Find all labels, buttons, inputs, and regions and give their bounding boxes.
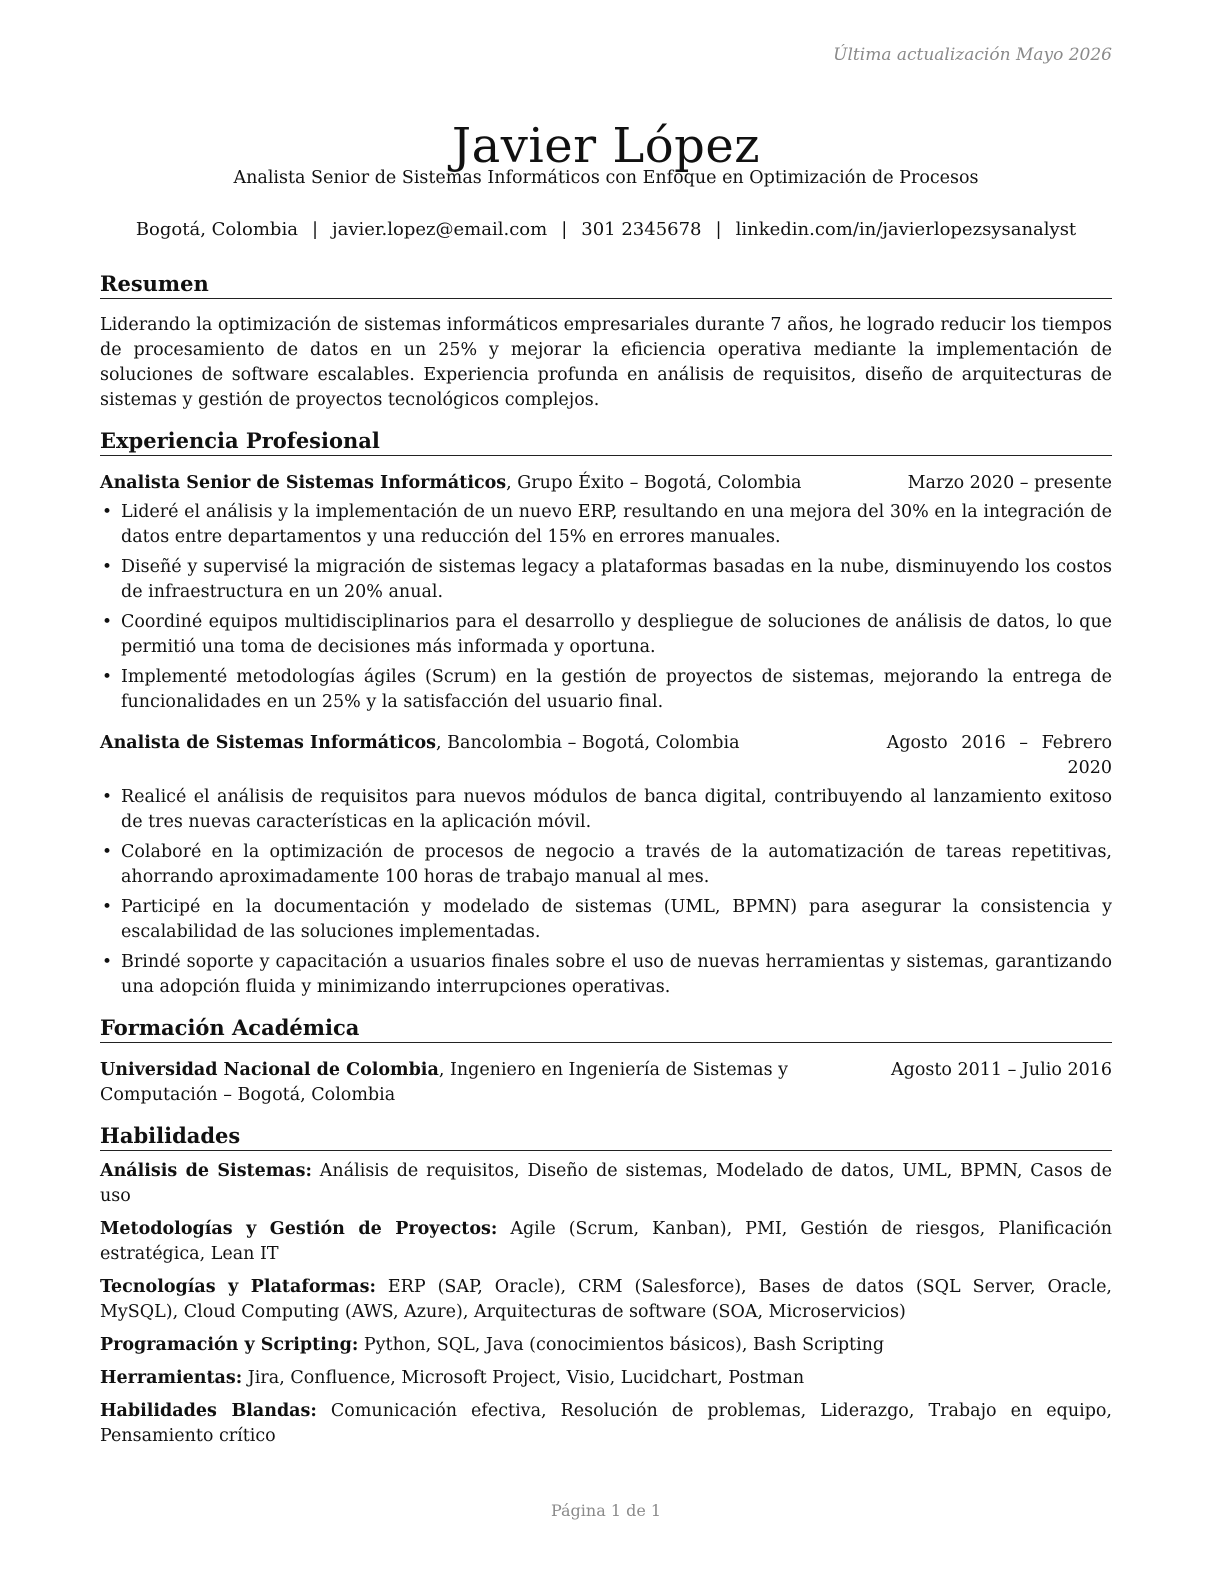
section-title-skills: Habilidades [100,1122,1112,1151]
resume-body [100,270,1112,1449]
list-item [100,785,1112,835]
skill-value: Jira, Confluence, Microsoft Project, Visio, Lucidchart, Postman [242,1368,805,1388]
job-company: , Grupo Éxito – Bogotá, Colombia [506,473,802,493]
job-header [100,731,1112,781]
list-item [100,610,1112,660]
bullet-text: Brindé soporte y capacitación a usuarios finales sobre el uso de nuevas herramientas y sistemas, garantizando una adopción fluida y minimizando interrupciones operativas. [121,952,1112,997]
summary-text: Liderando la optimización de sistemas informáticos empresariales durante 7 años, he logrado reducir los tiempos de procesamiento de datos en un 25% y mejorar la eficiencia operativa mediante la implementación de soluciones de software escalables. Experiencia profunda en análisis de requisitos, diseño de arquitecturas de sistemas y gestión de proyectos tecnológicos complejos. [100,315,1112,410]
skill-row [100,1333,1112,1358]
skill-value: Agile (Scrum, Kanban), PMI, Gestión de riesgos, Planificación estratégica, Lean IT [100,1219,1112,1264]
job-role: Analista Senior de Sistemas Informáticos [100,473,507,493]
experience-section [100,427,1112,1000]
skills-list [100,1159,1112,1449]
bullet-icon: • [102,557,113,577]
education-detail: , Ingeniero en Ingeniería de Sistemas y Computación – Bogotá, Colombia [100,1060,789,1105]
job-dates: Marzo 2020 – presente [907,473,1112,493]
job-entry [100,471,1112,715]
education-entry [100,1058,1112,1108]
skill-value: Comunicación efectiva, Resolución de problemas, Liderazgo, Trabajo en equipo, Pensamiento crítico [100,1401,1112,1446]
list-item [100,840,1112,890]
bullet-icon: • [102,897,113,917]
job-role: Analista de Sistemas Informáticos [100,733,437,753]
candidate-name: Javier López [451,118,761,175]
skill-value: Python, SQL, Java (conocimientos básicos), Bash Scripting [358,1335,885,1355]
skill-label: Análisis de Sistemas: [100,1161,312,1181]
skill-row [100,1159,1112,1209]
skills-section [100,1122,1112,1449]
bullet-text: Lideré el análisis y la implementación de un nuevo ERP, resultando en una mejora del 30% en la integración de datos entre departamentos y una reducción del 15% en errores manuales. [121,502,1112,547]
bullet-icon: • [102,787,113,807]
contact-separator: | [715,219,722,240]
job-header [100,471,1112,496]
bullet-text: Diseñé y supervisé la migración de sistemas legacy a plataformas basadas en la nube, disminuyendo los costos de infraestructura en un 20% anual. [121,557,1112,602]
education-line [100,1058,870,1108]
last-updated: Última actualización Mayo 2026 [833,45,1112,65]
skill-label: Habilidades Blandas: [100,1401,317,1421]
job-title-line [100,471,802,496]
education-school: Universidad Nacional de Colombia [100,1060,439,1080]
section-title-education: Formación Académica [100,1014,1112,1043]
bullet-text: Realicé el análisis de requisitos para nuevos módulos de banca digital, contribuyendo al lanzamiento exitoso de tres nuevas características en la aplicación móvil. [121,787,1112,832]
skill-row [100,1399,1112,1449]
skill-row [100,1366,1112,1391]
list-item [100,950,1112,1000]
job-bullets [100,785,1112,1000]
list-item [100,555,1112,605]
job-company: , Bancolombia – Bogotá, Colombia [436,733,740,753]
skill-label: Herramientas: [100,1368,243,1388]
skill-label: Tecnologías y Plataformas: [100,1277,376,1297]
contact-separator: | [561,219,568,240]
bullet-icon: • [102,952,113,972]
job-entry [100,731,1112,1000]
list-item [100,500,1112,550]
bullet-text: Participé en la documentación y modelado de sistemas (UML, BPMN) para asegurar la consistencia y escalabilidad de las soluciones implementadas. [121,897,1112,942]
skill-row [100,1217,1112,1267]
education-dates: Agosto 2011 – Julio 2016 [890,1060,1112,1080]
job-title-line [100,731,740,756]
list-item [100,895,1112,945]
bullet-icon: • [102,842,113,862]
contact-email[interactable]: javier.lopez@email.com [332,219,548,240]
skill-value: ERP (SAP, Oracle), CRM (Salesforce), Bases de datos (SQL Server, Oracle, MySQL), Cloud Computing (AWS, Azure), Arquitecturas de software (SOA, Microservicios) [100,1277,1112,1322]
summary-section [100,270,1112,413]
job-bullets [100,500,1112,715]
page-footer: Página 1 de 1 [550,1501,662,1520]
bullet-icon: • [102,667,113,687]
contact-location: Bogotá, Colombia [135,219,298,240]
education-section [100,1014,1112,1108]
skill-label: Programación y Scripting: [100,1335,359,1355]
headline: Analista Senior de Sistemas Informáticos con Enfoque en Optimización de Procesos [233,168,979,188]
skill-value: Análisis de requisitos, Diseño de sistemas, Modelado de datos, UML, BPMN, Casos de uso [100,1161,1112,1206]
contact-linkedin[interactable]: linkedin.com/in/javierlopezsysanalyst [735,219,1077,240]
bullet-text: Implementé metodologías ágiles (Scrum) en la gestión de proyectos de sistemas, mejorando la entrega de funcionalidades en un 25% y la satisfacción del usuario final. [121,667,1112,712]
bullet-icon: • [102,502,113,522]
bullet-text: Coordiné equipos multidisciplinarios para el desarrollo y despliegue de soluciones de análisis de datos, lo que permitió una toma de decisiones más informada y oportuna. [121,612,1112,657]
section-title-experience: Experiencia Profesional [100,427,1112,456]
list-item [100,665,1112,715]
bullet-icon: • [102,612,113,632]
contact-separator: | [311,219,319,240]
section-title-summary: Resumen [100,270,1112,299]
contact-line [100,219,1112,240]
contact-phone: 301 2345678 [581,219,702,240]
bullet-text: Colaboré en la optimización de procesos de negocio a través de la automatización de tareas repetitivas, ahorrando aproximadamente 100 horas de trabajo manual al mes. [121,842,1112,887]
skill-row [100,1275,1112,1325]
skill-label: Metodologías y Gestión de Proyectos: [100,1219,498,1239]
job-dates: Agosto 2016 – Febrero 2020 [886,733,1112,778]
